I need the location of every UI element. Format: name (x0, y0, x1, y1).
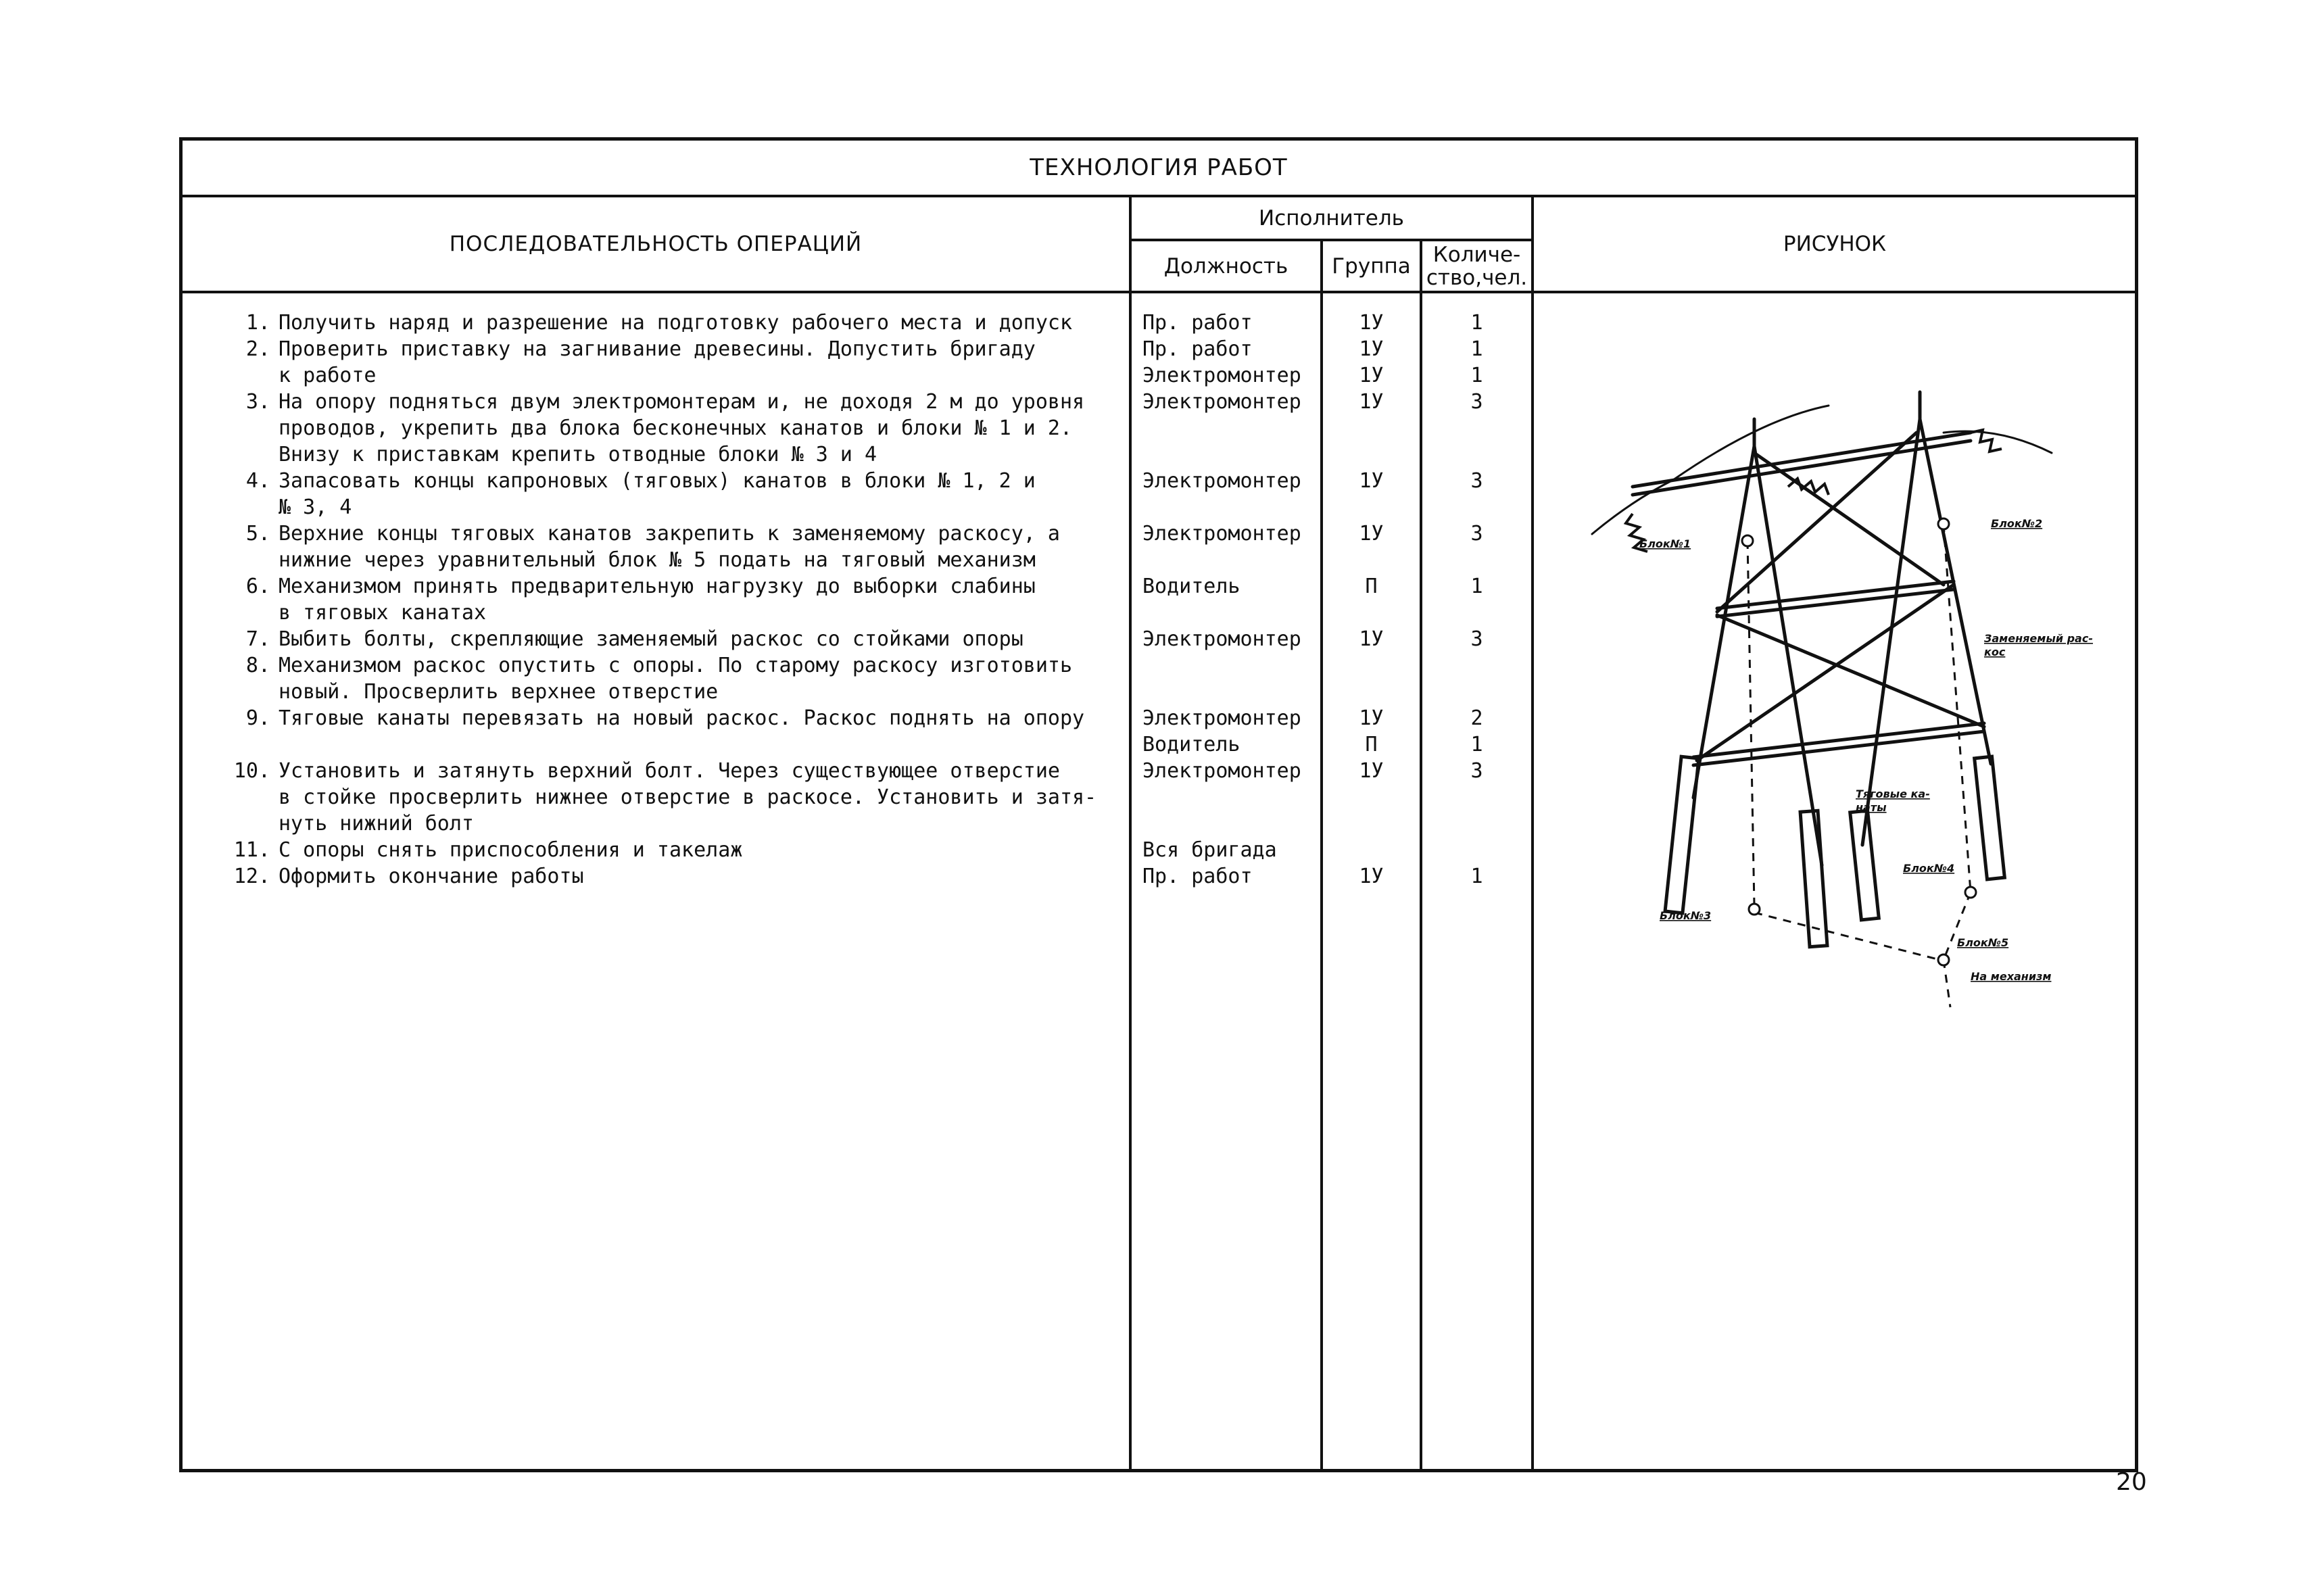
position-cell: Пр. работ (1142, 311, 1253, 335)
group-header: Группа (1332, 253, 1411, 279)
col-divider-count (1420, 241, 1422, 1472)
table-title: ТЕХНОЛОГИЯ РАБОТ (183, 141, 2135, 197)
operation-item: 5. Верхние концы тяговых канатов закрепить к заменяемому раскосу, а нижние через уравнительный блок № 5 подать на тяговый механизм (245, 522, 1060, 572)
group-cell: 1У (1359, 706, 1384, 730)
position-cell: Пр. работ (1142, 865, 1253, 888)
executor-header: Исполнитель (1259, 205, 1404, 231)
col-divider-group (1320, 241, 1323, 1472)
label-mechanism: На механизм (1971, 970, 2052, 983)
group-cell: 1У (1359, 364, 1384, 387)
label-replaced: Заменяемый рас- (1984, 632, 2093, 645)
count-cell: 2 (1470, 706, 1483, 730)
position-cell: Электромонтер (1142, 522, 1301, 546)
label-ropes-2: наты (1856, 801, 1887, 814)
label-block3: Блок№3 (1660, 909, 1712, 922)
group-cell: 1У (1359, 390, 1384, 414)
operation-item: 3. На опору подняться двум электромонтерам и, не доходя 2 м до уровня проводов, укрепить два блока бесконечных канатов и блоки № 1 и 2. Внизу к приставкам крепить отводные блоки № 3 и 4 (245, 390, 1085, 466)
count-cell: 3 (1470, 522, 1483, 546)
operation-item: 8. Механизмом раскос опустить с опоры. По старому раскосу изготовить новый. Просверлить верхнее отверстие (245, 654, 1072, 704)
count-cell: 3 (1470, 759, 1483, 783)
position-cell: Пр. работ (1142, 337, 1253, 361)
figure-header: РИСУНОК (1783, 232, 1887, 256)
operation-item: 11. С опоры снять приспособления и такелаж (233, 838, 743, 862)
figure-labels (1639, 517, 2093, 983)
group-cell: 1У (1359, 759, 1384, 783)
operation-item: 10. Установить и затянуть верхний болт. Через существующее отверстие в стойке просверлить нижнее отверстие в раскосе. Установить и затя- нуть нижний болт (233, 759, 1097, 836)
label-ropes: Тяговые ка- (1856, 788, 1930, 800)
count-cell: 3 (1470, 469, 1483, 493)
group-cell: 1У (1359, 337, 1384, 361)
operation-item: 12. Оформить окончание работы (233, 865, 584, 888)
label-block4: Блок№4 (1903, 862, 1955, 875)
group-cell: 1У (1359, 469, 1384, 493)
operation-item: 6. Механизмом принять предварительную нагрузку до выборки слабины в тяговых канатах (245, 575, 1036, 625)
group-cell: 1У (1359, 865, 1384, 888)
label-block2: Блок№2 (1991, 517, 2043, 530)
count-header-line2: ство,чел. (1426, 265, 1528, 290)
position-header: Должность (1163, 253, 1288, 279)
count-cell: 1 (1470, 865, 1483, 888)
group-cell: 1У (1359, 311, 1384, 335)
group-cell: 1У (1359, 522, 1384, 546)
operation-item: 1. Получить наряд и разрешение на подготовку рабочего места и допуск (245, 311, 1072, 335)
insulators (1626, 430, 2002, 552)
position-cell: Электромонтер (1142, 627, 1301, 651)
count-cell: 1 (1470, 364, 1483, 387)
count-header-line1: Количе- (1432, 242, 1521, 267)
label-block5: Блок№5 (1957, 936, 2009, 949)
position-cell: Электромонтер (1142, 759, 1301, 783)
position-cell: Электромонтер (1142, 469, 1301, 493)
position-cell: Электромонтер (1142, 390, 1301, 414)
operation-item: 7. Выбить болты, скрепляющие заменяемый раскос со стойками опоры (245, 627, 1023, 651)
tower-drawing (1538, 379, 2119, 1021)
count-header (1422, 241, 1531, 291)
tower-structure (1592, 392, 2052, 947)
operation-item: 2. Проверить приставку на загнивание древесины. Допустить бригаду к работе (245, 337, 1036, 387)
page-number: 20 (2116, 1468, 2147, 1496)
group-cell: П (1365, 575, 1378, 598)
count-cell: 1 (1470, 311, 1483, 335)
position-cell: Водитель (1142, 575, 1240, 598)
operations-header: ПОСЛЕДОВАТЕЛЬНОСТЬ ОПЕРАЦИЙ (449, 232, 863, 256)
operation-item: 4. Запасовать концы капроновых (тяговых) канатов в блоки № 1, 2 и № 3, 4 (245, 469, 1036, 519)
count-cell: 3 (1470, 390, 1483, 414)
position-cell: Водитель (1142, 733, 1240, 756)
label-replaced-2: кос (1984, 646, 2006, 658)
group-cell: П (1365, 733, 1378, 756)
position-cell: Электромонтер (1142, 364, 1301, 387)
label-block1: Блок№1 (1639, 537, 1691, 550)
count-cell: 1 (1470, 733, 1483, 756)
col-divider-figure (1531, 195, 1534, 1472)
group-cell: 1У (1359, 627, 1384, 651)
position-cell: Вся бригада (1142, 838, 1277, 862)
operations-list (210, 310, 1284, 890)
count-cell: 1 (1470, 337, 1483, 361)
position-cell: Электромонтер (1142, 706, 1301, 730)
count-cell: 1 (1470, 575, 1483, 598)
count-cell: 3 (1470, 627, 1483, 651)
operation-item: 9. Тяговые канаты перевязать на новый раскос. Раскос поднять на опору (245, 706, 1085, 730)
header-bottom-line (183, 291, 2136, 293)
